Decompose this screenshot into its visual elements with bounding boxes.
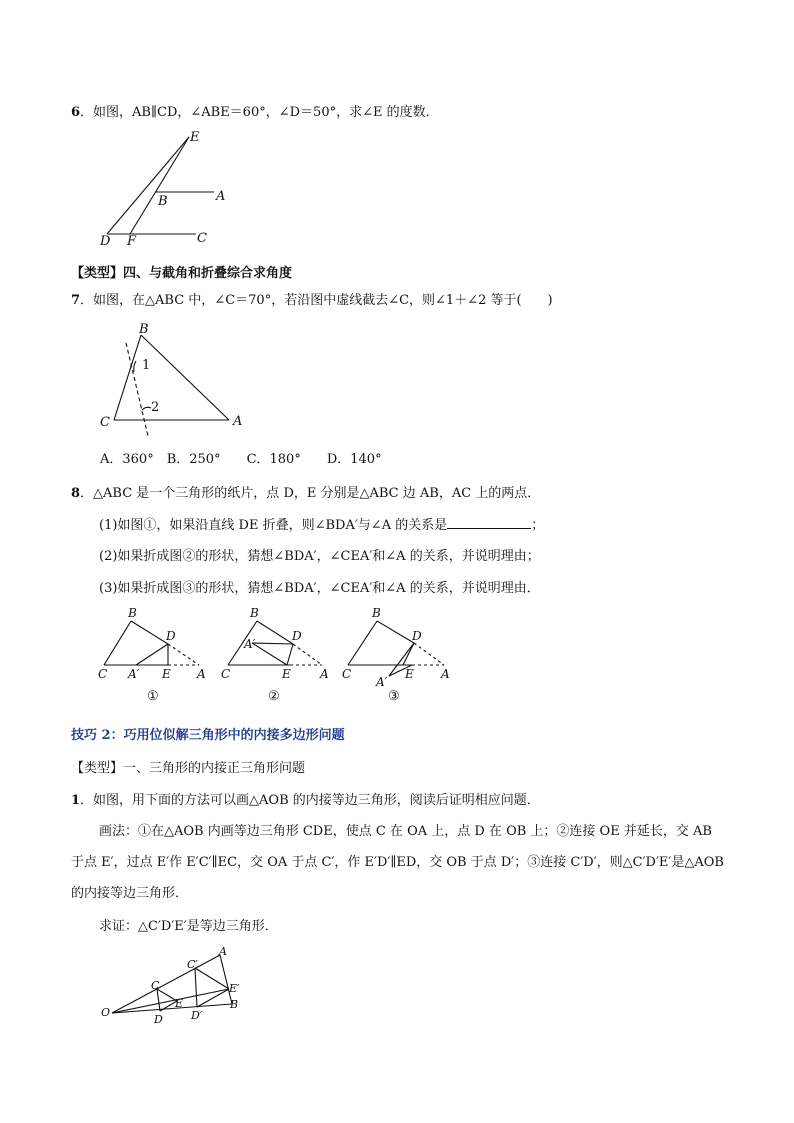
fig3-label-e: E xyxy=(405,667,414,681)
question-number: 7 xyxy=(71,293,81,308)
fig2-label-a-prime: A′ xyxy=(244,637,256,651)
angle-1-label: 1 xyxy=(142,358,151,373)
method-line-3: 的内接等边三角形． xyxy=(71,886,189,901)
label-c: C xyxy=(100,415,110,430)
label-d-prime: D′ xyxy=(191,1009,203,1022)
q7-choices: A．360° B．250° C．180° D．140° xyxy=(100,452,382,467)
label-a: A xyxy=(219,945,227,958)
part-1-text: (1)如图①，如果沿直线 DE 折叠，则∠BDA′与∠A 的关系是 xyxy=(99,518,448,533)
label-d: D xyxy=(154,1013,163,1026)
label-d: D xyxy=(100,234,111,249)
part-1-suffix: ； xyxy=(531,518,545,533)
method-line-2: 于点 E′，过点 E′作 E′C′∥EC，交 OA 于点 C′，作 E′D′∥ED，交 OB 于点 D′；③连接 C′D′，则△C′D′E′是△AOB xyxy=(71,855,724,870)
fig2-caption: ② xyxy=(268,689,280,704)
question-number: 6 xyxy=(71,105,81,120)
fig1-label-a: A xyxy=(197,667,206,681)
label-e: E xyxy=(190,130,200,145)
fig1-caption: ① xyxy=(147,689,159,704)
question-text: ．△ABC 是一个三角形的纸片，点 D，E 分别是△ABC 边 AB，AC 上的两点． xyxy=(80,486,541,501)
type-1-heading: 【类型】一、三角形的内接正三角形问题 xyxy=(71,761,306,776)
label-c-prime: C′ xyxy=(187,958,198,971)
fig2-label-a: A xyxy=(320,667,329,681)
question-text: ．如图，用下面的方法可以画△AOB 的内接等边三角形，阅读后证明相应问题． xyxy=(80,793,540,808)
label-e-prime: E′ xyxy=(229,982,240,995)
q8-part-3: (3)如果折成图③的形状，猜想∠BDA′，∠CEA′和∠A 的关系，并说明理由． xyxy=(99,581,540,596)
tip-2-heading: 技巧 2：巧用位似解三角形中的内接多边形问题 xyxy=(71,728,345,743)
question-number: 8 xyxy=(71,486,81,501)
fig2-label-d: D xyxy=(292,629,302,643)
fig3-label-b: B xyxy=(372,606,381,620)
fig3-label-a: A xyxy=(441,667,450,681)
prove-statement: 求证：△C′D′E′是等边三角形． xyxy=(99,919,278,934)
q8-part-2: (2)如果折成图②的形状，猜想∠BDA′，∠CEA′和∠A 的关系，并说明理由； xyxy=(99,549,540,564)
label-o: O xyxy=(101,1006,111,1019)
method-line-1: 画法：①在△AOB 内画等边三角形 CDE，使点 C 在 OA 上，点 D 在 OB 上；②连接 OE 并延长，交 AB xyxy=(99,824,712,839)
angle-2-label: 2 xyxy=(151,400,160,415)
fig1-label-e: E xyxy=(162,667,171,681)
label-e: E xyxy=(175,997,184,1010)
fig1-label-c: C xyxy=(98,667,108,681)
label-b: B xyxy=(230,998,239,1011)
label-c: C xyxy=(151,979,160,992)
fig3-label-a-prime: A′ xyxy=(376,675,388,689)
question-text: ．如图，在△ABC 中，∠C＝70°，若沿图中虚线截去∠C，则∠1＋∠2 等于( ) xyxy=(80,293,553,308)
fig3-label-c: C xyxy=(342,667,352,681)
type-4-heading: 【类型】四、与截角和折叠综合求角度 xyxy=(71,266,293,281)
fig2-label-c: C xyxy=(221,667,231,681)
fig1-label-a-prime: A′ xyxy=(128,667,140,681)
fig3-label-d: D xyxy=(412,629,422,643)
label-b: B xyxy=(158,194,168,209)
label-a: A xyxy=(216,189,226,204)
fig1-label-b: B xyxy=(128,606,137,620)
label-b: B xyxy=(139,322,149,337)
question-number: 1 xyxy=(71,793,81,808)
fig1-label-d: D xyxy=(166,629,176,643)
label-f: F xyxy=(127,234,137,249)
fig3-caption: ③ xyxy=(388,689,400,704)
fig2-label-b: B xyxy=(250,606,259,620)
fig2-label-e: E xyxy=(282,667,291,681)
label-a: A xyxy=(233,414,243,429)
label-c: C xyxy=(197,231,207,246)
question-text: ．如图，AB∥CD，∠ABE＝60°，∠D＝50°，求∠E 的度数． xyxy=(80,105,439,120)
